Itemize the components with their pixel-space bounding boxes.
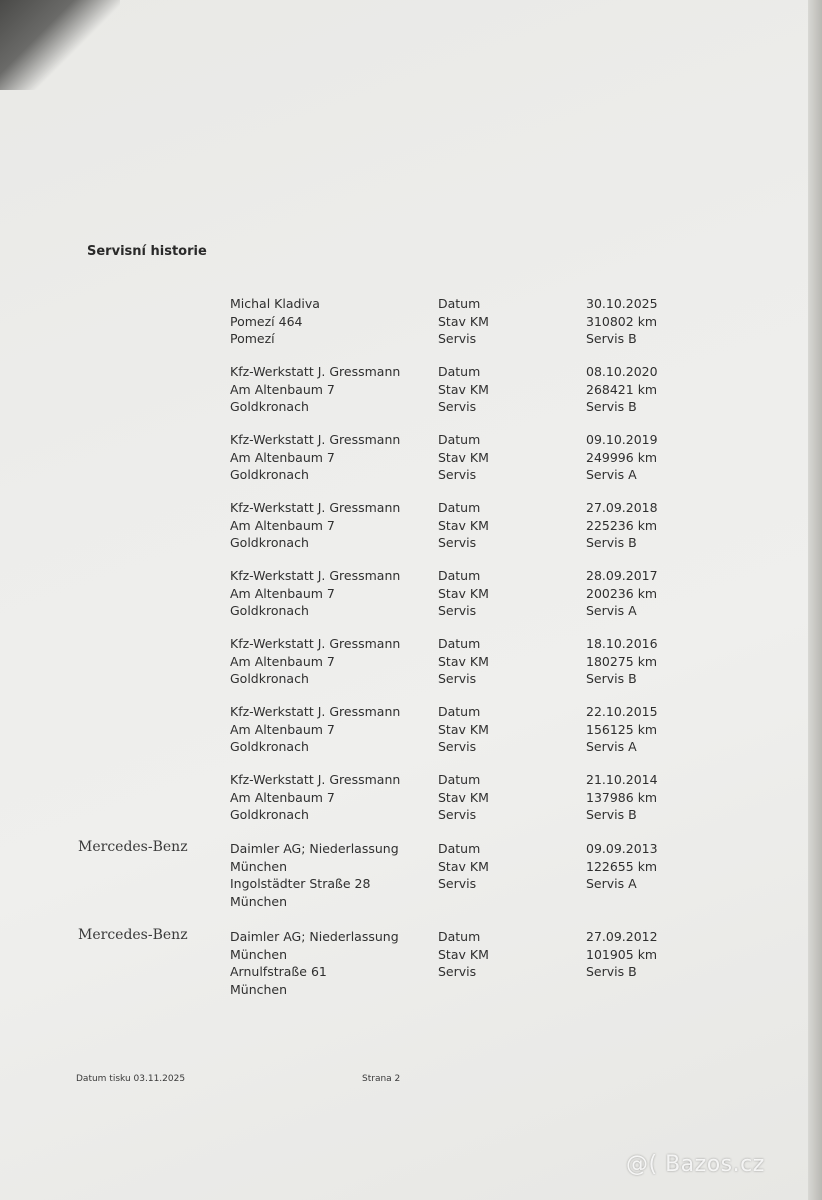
workshop-address-line: Kfz-Werkstatt J. Gressmann	[230, 568, 401, 583]
workshop-address-lines	[230, 363, 430, 416]
field-values	[586, 363, 706, 416]
workshop-address-line: Goldkronach	[230, 807, 309, 822]
workshop-address-line: Goldkronach	[230, 535, 309, 550]
field-value: Servis B	[586, 535, 637, 550]
field-value: 18.10.2016	[586, 636, 658, 651]
workshop-address-line: Am Altenbaum 7	[230, 517, 335, 533]
workshop-address-line: Goldkronach	[230, 739, 309, 754]
workshop-address-line: Michal Kladiva	[230, 296, 320, 311]
workshop-address-lines	[230, 499, 430, 552]
field-value: 08.10.2020	[586, 364, 658, 379]
field-labels	[438, 771, 538, 824]
workshop-address-line: München	[230, 893, 288, 909]
field-values	[586, 635, 706, 688]
workshop-address-line: Am Altenbaum 7	[230, 585, 335, 601]
field-values	[586, 295, 706, 348]
field-value: Servis A	[586, 876, 637, 891]
field-value: 101905 km	[586, 946, 658, 962]
workshop-address-line: Kfz-Werkstatt J. Gressmann	[230, 772, 401, 787]
field-label: Datum	[438, 636, 481, 651]
field-value: Servis B	[586, 671, 637, 686]
field-labels	[438, 567, 538, 620]
field-value: 28.09.2017	[586, 568, 658, 583]
field-label: Stav KM	[438, 789, 489, 805]
field-label: Servis	[438, 399, 477, 414]
workshop-address-line: Goldkronach	[230, 467, 309, 482]
field-value: 122655 km	[586, 858, 658, 874]
workshop-address-line: Am Altenbaum 7	[230, 449, 335, 465]
page-corner-shadow	[0, 0, 120, 90]
workshop-address-line: Kfz-Werkstatt J. Gressmann	[230, 364, 401, 379]
print-date: Datum tisku 03.11.2025	[76, 1074, 186, 1084]
workshop-address-line: Goldkronach	[230, 603, 309, 618]
workshop-address-line: München	[230, 946, 288, 962]
workshop-address-line: Kfz-Werkstatt J. Gressmann	[230, 636, 401, 651]
field-value: 27.09.2012	[586, 929, 658, 944]
field-value: 09.10.2019	[586, 432, 658, 447]
field-labels	[438, 431, 538, 484]
field-label: Servis	[438, 807, 477, 822]
workshop-address-lines	[230, 295, 430, 348]
field-value: 22.10.2015	[586, 704, 658, 719]
field-value: 09.09.2013	[586, 841, 658, 856]
workshop-address-line: Am Altenbaum 7	[230, 789, 335, 805]
workshop-address-line: Kfz-Werkstatt J. Gressmann	[230, 704, 401, 719]
field-values	[586, 431, 706, 484]
workshop-address-line: Goldkronach	[230, 399, 309, 414]
field-label: Stav KM	[438, 585, 489, 601]
section-title: Servisní historie	[87, 244, 207, 259]
workshop-address-line: Daimler AG; Niederlassung	[230, 841, 399, 856]
field-value: 27.09.2018	[586, 500, 658, 515]
workshop-address-lines	[230, 567, 430, 620]
field-value: Servis A	[586, 603, 637, 618]
field-value: 225236 km	[586, 517, 658, 533]
field-value: 180275 km	[586, 653, 658, 669]
field-label: Datum	[438, 296, 481, 311]
field-label: Stav KM	[438, 313, 489, 329]
field-value: Servis B	[586, 807, 637, 822]
workshop-address-line: Pomezí	[230, 331, 275, 346]
field-values	[586, 928, 706, 981]
field-label: Stav KM	[438, 381, 489, 397]
field-labels	[438, 363, 538, 416]
workshop-address-line: Daimler AG; Niederlassung	[230, 929, 399, 944]
field-label: Stav KM	[438, 721, 489, 737]
mercedes-benz-logo-text: Mercedes-Benz	[78, 839, 188, 855]
field-labels	[438, 703, 538, 756]
field-value: 249996 km	[586, 449, 658, 465]
field-label: Stav KM	[438, 946, 489, 962]
field-label: Servis	[438, 964, 477, 979]
mercedes-benz-logo-text: Mercedes-Benz	[78, 927, 188, 943]
page-edge	[808, 0, 822, 1200]
field-label: Datum	[438, 704, 481, 719]
field-values	[586, 703, 706, 756]
field-label: Datum	[438, 568, 481, 583]
field-value: 21.10.2014	[586, 772, 658, 787]
workshop-address-lines	[230, 771, 430, 824]
field-value: Servis B	[586, 399, 637, 414]
field-label: Datum	[438, 772, 481, 787]
workshop-address-lines	[230, 840, 430, 910]
field-labels	[438, 840, 538, 893]
field-values	[586, 840, 706, 893]
field-label: Servis	[438, 671, 477, 686]
field-label: Servis	[438, 876, 477, 891]
field-label: Datum	[438, 364, 481, 379]
field-label: Servis	[438, 739, 477, 754]
field-value: 30.10.2025	[586, 296, 658, 311]
field-label: Stav KM	[438, 517, 489, 533]
field-value: Servis A	[586, 739, 637, 754]
workshop-address-line: Kfz-Werkstatt J. Gressmann	[230, 500, 401, 515]
field-label: Datum	[438, 432, 481, 447]
field-labels	[438, 635, 538, 688]
field-labels	[438, 295, 538, 348]
bazos-watermark: @( Bazos.cz	[626, 1152, 765, 1177]
field-labels	[438, 928, 538, 981]
field-value: Servis B	[586, 964, 637, 979]
workshop-address-line: Goldkronach	[230, 671, 309, 686]
field-labels	[438, 499, 538, 552]
field-value: 268421 km	[586, 381, 658, 397]
workshop-address-line: Ingolstädter Straße 28	[230, 876, 371, 891]
field-value: 137986 km	[586, 789, 658, 805]
workshop-address-line: München	[230, 858, 288, 874]
field-label: Stav KM	[438, 858, 489, 874]
field-label: Datum	[438, 929, 481, 944]
workshop-address-line: Am Altenbaum 7	[230, 653, 335, 669]
field-label: Servis	[438, 535, 477, 550]
workshop-address-lines	[230, 928, 430, 998]
field-value: Servis B	[586, 331, 637, 346]
workshop-address-line: Arnulfstraße 61	[230, 964, 327, 979]
field-value: 156125 km	[586, 721, 658, 737]
field-values	[586, 499, 706, 552]
workshop-address-line: München	[230, 981, 288, 997]
workshop-address-lines	[230, 431, 430, 484]
field-label: Servis	[438, 603, 477, 618]
workshop-address-lines	[230, 635, 430, 688]
workshop-address-line: Kfz-Werkstatt J. Gressmann	[230, 432, 401, 447]
page-number: Strana 2	[362, 1074, 401, 1084]
field-value: 310802 km	[586, 313, 658, 329]
field-values	[586, 771, 706, 824]
field-label: Datum	[438, 841, 481, 856]
field-value: 200236 km	[586, 585, 658, 601]
field-label: Servis	[438, 467, 477, 482]
field-label: Datum	[438, 500, 481, 515]
workshop-address-line: Pomezí 464	[230, 313, 303, 329]
field-label: Stav KM	[438, 653, 489, 669]
field-label: Stav KM	[438, 449, 489, 465]
workshop-address-line: Am Altenbaum 7	[230, 381, 335, 397]
field-values	[586, 567, 706, 620]
workshop-address-lines	[230, 703, 430, 756]
workshop-address-line: Am Altenbaum 7	[230, 721, 335, 737]
field-value: Servis A	[586, 467, 637, 482]
field-label: Servis	[438, 331, 477, 346]
